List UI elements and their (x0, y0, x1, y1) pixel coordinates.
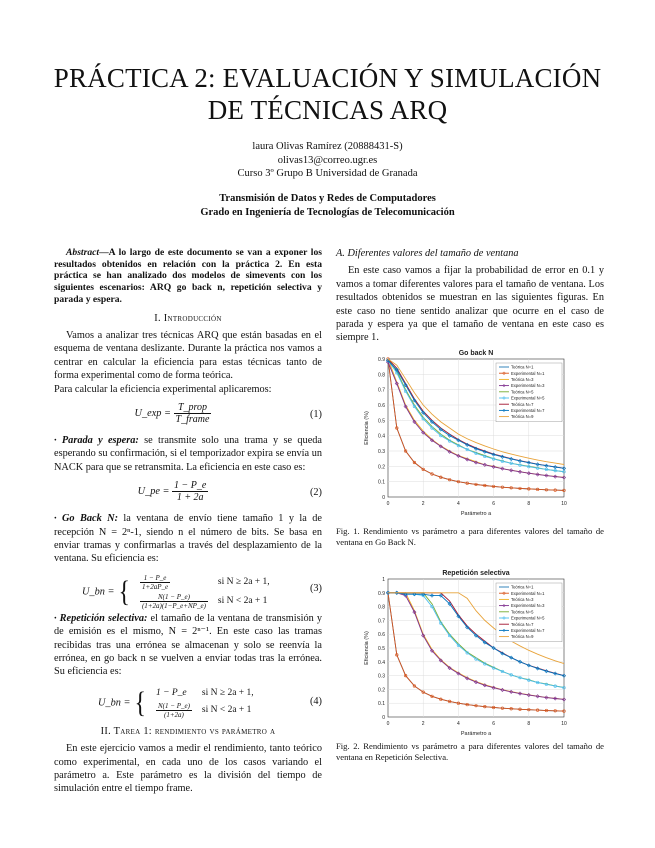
y-tick-label: 0 (382, 715, 385, 721)
eq4-lhs: U_bn = (98, 697, 131, 709)
eq4-row2-condition: si N < 2a + 1 (201, 705, 252, 716)
x-tick-label: 10 (561, 721, 567, 727)
y-axis-label: Eficiencia (%) (364, 631, 370, 665)
y-tick-label: 0 (382, 495, 385, 501)
right-column (336, 247, 604, 345)
y-tick-label: 0.3 (378, 449, 385, 455)
paper-title: PRÁCTICA 2: EVALUACIÓN Y SIMULACIÓN DE TÉCNICAS ARQ (53, 63, 602, 125)
figure-1 (336, 345, 604, 520)
go-back-n-text: la ventana de envío tiene tamaño 1 y la de recepción N = 2ⁿ-1, siendo n el número de bits. Se basa en enviar tramas y confirmarlas a través del desplazamiento de la ventana. Su eficiencia es: (54, 513, 322, 565)
eq2-denominator: 1 + 2a (176, 492, 204, 504)
x-axis-label: Parámetro a (460, 731, 492, 737)
legend-entry: Experimental N=3 (511, 603, 545, 609)
y-tick-label: 0.8 (378, 372, 385, 379)
figure-2 (336, 565, 604, 740)
legend-entry: Experimental N=1 (511, 590, 545, 596)
legend-entry: Experimental N=5 (511, 395, 545, 401)
section-2-heading: II. Tarea 1: rendimiento vs parámetro a (100, 725, 276, 737)
left-column (54, 247, 322, 796)
section-1-paragraph-1: Vamos a analizar tres técnicas ARQ que están basadas en el esquema de ventana deslizante. Durante la práctica nos vamos a centrar en calcular la eficiencia para estas técnicas tanto de forma experimental como de forma teórica. (54, 329, 322, 382)
repeticion-selectiva-label: · Repetición selectiva: (54, 612, 148, 624)
author-email: olivas13@correo.ugr.es (277, 154, 378, 166)
affiliation-line-2: Grado en Ingeniería de Tecnologías de Telecomunicación (200, 206, 455, 218)
y-tick-label: 0.9 (378, 590, 385, 597)
legend-entry: Teórica N=9 (511, 414, 534, 420)
legend-entry: Experimental N=1 (511, 370, 545, 376)
eq1-lhs: U_exp = (134, 407, 171, 419)
eq3-row2-denominator: (1+2a)(1−P_e+NP_e) (141, 601, 206, 610)
author-block (100, 140, 555, 181)
x-tick-label: 8 (527, 501, 531, 507)
y-tick-label: 0.5 (378, 646, 385, 652)
x-tick-label: 6 (492, 501, 495, 507)
repeticion-selectiva-text: el tamaño de la ventana de transmisión y de emisión es el mismo, N = 2ⁿ⁻¹. En este caso las tramas recibidas tras una errónea se almacenan y solo se reenvía la errónea, en go back n se vuelven a enviar todas tras la errónea. Su eficiencia es: (54, 612, 322, 678)
figure-1-chart (336, 345, 604, 520)
y-tick-label: 0.8 (378, 604, 385, 611)
chart-title: Go back N (458, 350, 494, 357)
eq2-lhs: U_pe = (137, 486, 170, 498)
eq4-row1: 1 − P_e (155, 687, 187, 698)
eq1-number: (1) (309, 408, 322, 420)
eq1-numerator: T_prop (174, 402, 212, 414)
eq3-row2-numerator: N(1 − P_e) (140, 593, 208, 602)
y-tick-label: 0.3 (378, 673, 385, 680)
y-tick-label: 0.2 (378, 464, 385, 471)
eq3-cases (134, 572, 276, 612)
eq4-row2-denominator: (1+2a) (163, 711, 184, 720)
parada-espera-label: · Parada y espera: (54, 434, 139, 446)
section-2-paragraph-1: En este ejercicio vamos a medir el rendimiento, tanto teórico como experimental, en cada uno de los casos variando el parámetro a. Este parámetro es la división del tiempo de simulación entre el tiempo frame. (54, 743, 322, 795)
eq3-brace: { (118, 574, 130, 608)
legend-entry: Experimental N=7 (511, 408, 545, 413)
legend-entry: Teórica N=5 (511, 389, 534, 395)
eq3-row1-numerator: 1 − P_e (140, 574, 170, 583)
author-course: Curso 3º Grupo B Universidad de Granada (237, 168, 418, 179)
y-tick-label: 0.2 (378, 687, 385, 694)
y-tick-label: 0.1 (378, 701, 385, 708)
eq2-numerator: 1 − P_e (174, 480, 207, 492)
x-tick-label: 6 (492, 721, 495, 727)
eq3-row1-denominator: 1+2aP_e (141, 582, 169, 591)
abstract-label: Abstract (66, 247, 100, 258)
chart-title: Repetición selectiva (442, 570, 510, 577)
y-tick-label: 0.4 (378, 659, 385, 666)
legend-entry: Experimental N=5 (511, 615, 545, 621)
y-tick-label: 0.6 (378, 632, 385, 639)
y-tick-label: 0.6 (378, 403, 385, 409)
figure-2-chart (336, 565, 604, 740)
figure-2-caption: Fig. 2. Rendimiento vs parámetro a para diferentes valores del tamaño de ventana en Repetición Selectiva. (336, 741, 604, 762)
eq4-brace: { (134, 686, 146, 720)
eq4-cases (150, 685, 260, 721)
abstract (54, 247, 322, 306)
author-name: laura Olivas Ramírez (20888431-S) (252, 141, 403, 152)
legend-entry: Teórica N=5 (511, 609, 534, 615)
equation-2 (54, 480, 322, 506)
parada-espera-text: se transmite solo una trama y se queda esperando su confirmación, si el temporizador expira se envía un NACK para que se retransmita. La eficiencia en este caso es: (54, 434, 322, 473)
y-tick-label: 0.9 (378, 357, 385, 363)
y-axis-label: Eficiencia (%) (364, 411, 370, 445)
section-1-heading: I. Introducción (154, 312, 222, 324)
equation-1 (54, 402, 322, 428)
eq1-denominator: T_frame (175, 413, 210, 425)
legend-entry: Teórica N=9 (511, 634, 534, 640)
legend-entry: Teórica N=7 (511, 401, 534, 407)
x-tick-label: 2 (421, 721, 425, 727)
y-tick-label: 0.7 (378, 387, 385, 394)
eq3-lhs: U_bn = (82, 586, 115, 598)
eq3-row1-condition: si N ≥ 2a + 1, (217, 576, 270, 587)
affiliation-block (80, 192, 575, 219)
legend-entry: Teórica N=3 (511, 377, 534, 382)
eq3-row2-condition: si N < 2a + 1 (217, 595, 268, 606)
abstract-text: —A lo largo de este documento se van a exponer los resultados obtenidos en relación con la práctica 2. En esta práctica se han analizado dos modelos de simevents con los siguientes escenarios: ARQ go back n, repetición selectiva y parada y espera. (54, 247, 322, 305)
x-tick-label: 10 (561, 501, 567, 507)
y-tick-label: 0.4 (378, 433, 385, 440)
figure-1-caption: Fig. 1. Rendimiento vs parámetro a para diferentes valores del tamaño de ventana en Go Back N. (336, 526, 604, 547)
eq4-number: (4) (309, 695, 322, 707)
equation-4 (54, 685, 322, 719)
y-tick-label: 1 (382, 577, 385, 583)
subsection-a-paragraph: En este caso vamos a fijar la probabilidad de error en 0.1 y vamos a tomar diferentes valores para el tamaño de ventana. Los resultados obtenidos se muestran en las siguientes figuras. En este caso no tiene sentido analizar que ocurre en el caso de parada y espera ya que el tamaño de ventana en este caso es siempre 1. (336, 265, 604, 344)
x-tick-label: 4 (457, 721, 460, 727)
x-tick-label: 4 (457, 501, 460, 507)
legend-entry: Teórica N=7 (511, 621, 534, 627)
eq4-row1-condition: si N ≥ 2a + 1, (201, 687, 254, 698)
eq4-row2-numerator: N(1 − P_e) (157, 702, 190, 711)
y-tick-label: 0.5 (378, 418, 385, 425)
eq3-number: (3) (309, 582, 322, 594)
legend-entry: Teórica N=1 (511, 584, 534, 590)
x-tick-label: 0 (386, 721, 390, 727)
y-tick-label: 0.7 (378, 618, 385, 625)
subsection-a-heading: A. Diferentes valores del tamaño de ventana (336, 248, 519, 259)
eq2-number: (2) (309, 487, 322, 499)
legend-entry: Experimental N=7 (511, 628, 545, 633)
x-tick-label: 8 (527, 721, 531, 727)
section-1-paragraph-2: Para calcular la eficiencia experimental aplicaremos: (54, 383, 272, 395)
y-tick-label: 0.1 (378, 479, 385, 486)
legend-entry: Teórica N=1 (511, 364, 534, 370)
affiliation-line-1: Transmisión de Datos y Redes de Computadores (219, 193, 436, 204)
legend-entry: Experimental N=3 (511, 383, 545, 389)
x-tick-label: 2 (421, 501, 425, 507)
legend-entry: Teórica N=3 (511, 597, 534, 602)
equation-3 (54, 572, 322, 610)
x-tick-label: 0 (386, 501, 390, 507)
go-back-n-label: · Go Back N: (54, 513, 119, 525)
x-axis-label: Parámetro a (460, 511, 492, 517)
